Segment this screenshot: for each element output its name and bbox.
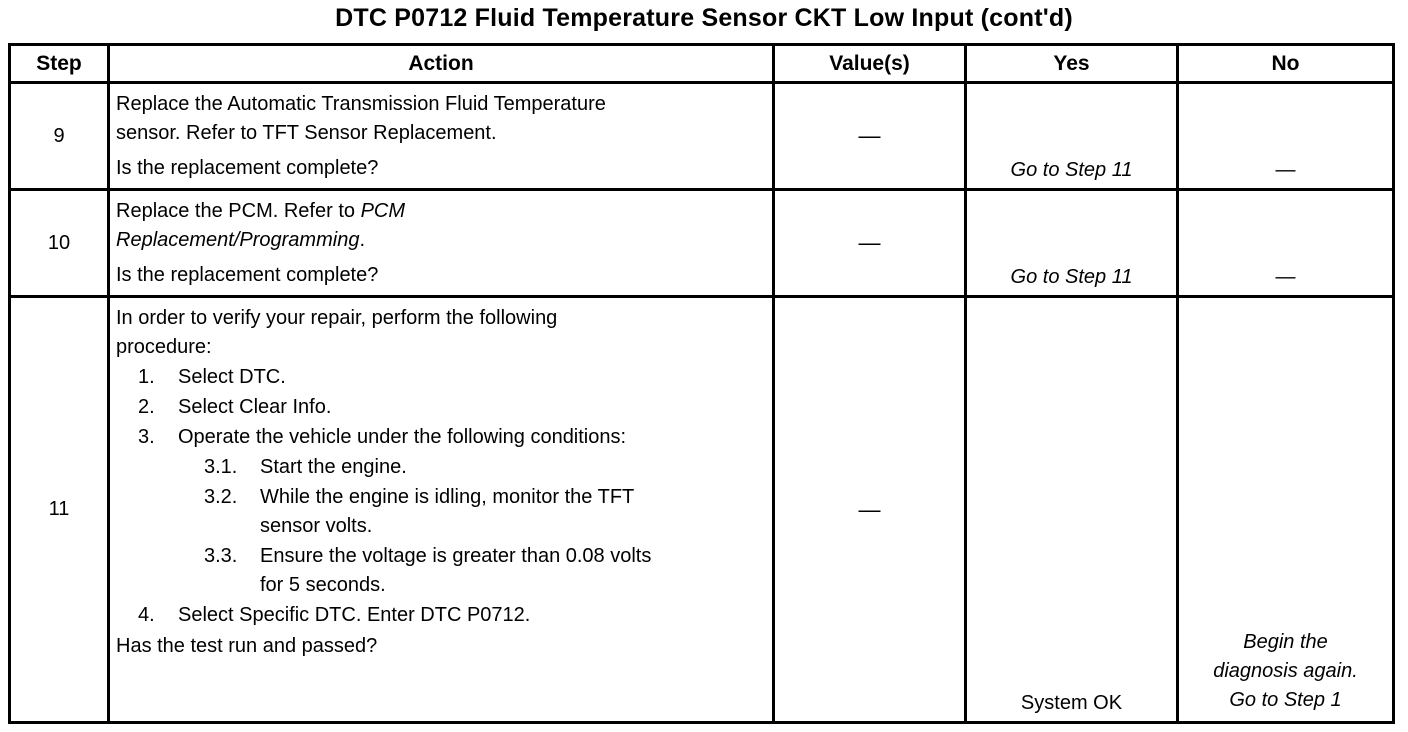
go-to-step-1-link[interactable]: Go to Step 1: [1229, 689, 1342, 711]
step-number: 10: [10, 190, 109, 297]
action-text: .: [359, 229, 365, 251]
list-item: 1. Select DTC.: [138, 366, 286, 388]
no-text: Begin the: [1243, 631, 1328, 653]
sub-list-item: 3.3. Ensure the voltage is greater than 0.08 volts: [204, 545, 652, 567]
header-yes: Yes: [966, 45, 1178, 83]
action-text: Replace the Automatic Transmission Fluid Temperature: [116, 93, 606, 115]
no-cell: [1178, 297, 1394, 723]
yes-cell[interactable]: Go to Step 11: [966, 190, 1178, 297]
sub-list-item: 3.1. Start the engine.: [204, 456, 407, 478]
question-text: Has the test run and passed?: [116, 635, 378, 657]
list-item: 2. Select Clear Info.: [138, 396, 332, 418]
step-number: 11: [10, 297, 109, 723]
values-cell: —: [774, 190, 966, 297]
action-text: sensor. Refer to TFT Sensor Replacement.: [116, 122, 497, 144]
list-item: 4. Select Specific DTC. Enter DTC P0712.: [138, 604, 531, 626]
table-row: [10, 297, 1394, 723]
header-action: Action: [109, 45, 774, 83]
values-cell: —: [774, 297, 966, 723]
question-text: Is the replacement complete?: [116, 264, 379, 286]
yes-cell: System OK: [966, 297, 1178, 723]
sub-list-item-cont: for 5 seconds.: [260, 574, 386, 596]
header-step: Step: [10, 45, 109, 83]
diagnostic-table: [8, 43, 1395, 724]
action-text: In order to verify your repair, perform the following: [116, 307, 558, 329]
table-row: [10, 190, 1394, 297]
page-title: DTC P0712 Fluid Temperature Sensor CKT Low Input (cont'd): [335, 4, 1073, 32]
yes-cell[interactable]: Go to Step 11: [966, 83, 1178, 190]
list-item: 3. Operate the vehicle under the following conditions:: [138, 426, 627, 448]
step-number: 9: [10, 83, 109, 190]
no-cell: —: [1178, 83, 1394, 190]
values-cell: —: [774, 83, 966, 190]
pcm-link[interactable]: PCM: [360, 200, 406, 222]
sub-list-item-cont: sensor volts.: [260, 515, 373, 537]
question-text: Is the replacement complete?: [116, 157, 379, 179]
no-cell: —: [1178, 190, 1394, 297]
action-text: Replace the PCM. Refer to: [116, 200, 361, 222]
action-cell: [109, 83, 774, 190]
table-row: [10, 83, 1394, 190]
sub-list-item: 3.2. While the engine is idling, monitor the TFT: [204, 486, 635, 508]
action-text: procedure:: [116, 336, 212, 358]
header-values: Value(s): [774, 45, 966, 83]
no-text: diagnosis again.: [1213, 660, 1358, 682]
replacement-programming-link[interactable]: Replacement/Programming: [116, 229, 360, 251]
header-no: No: [1178, 45, 1394, 83]
header-row: [10, 45, 1394, 83]
action-cell: [109, 190, 774, 297]
action-cell: [109, 297, 774, 723]
